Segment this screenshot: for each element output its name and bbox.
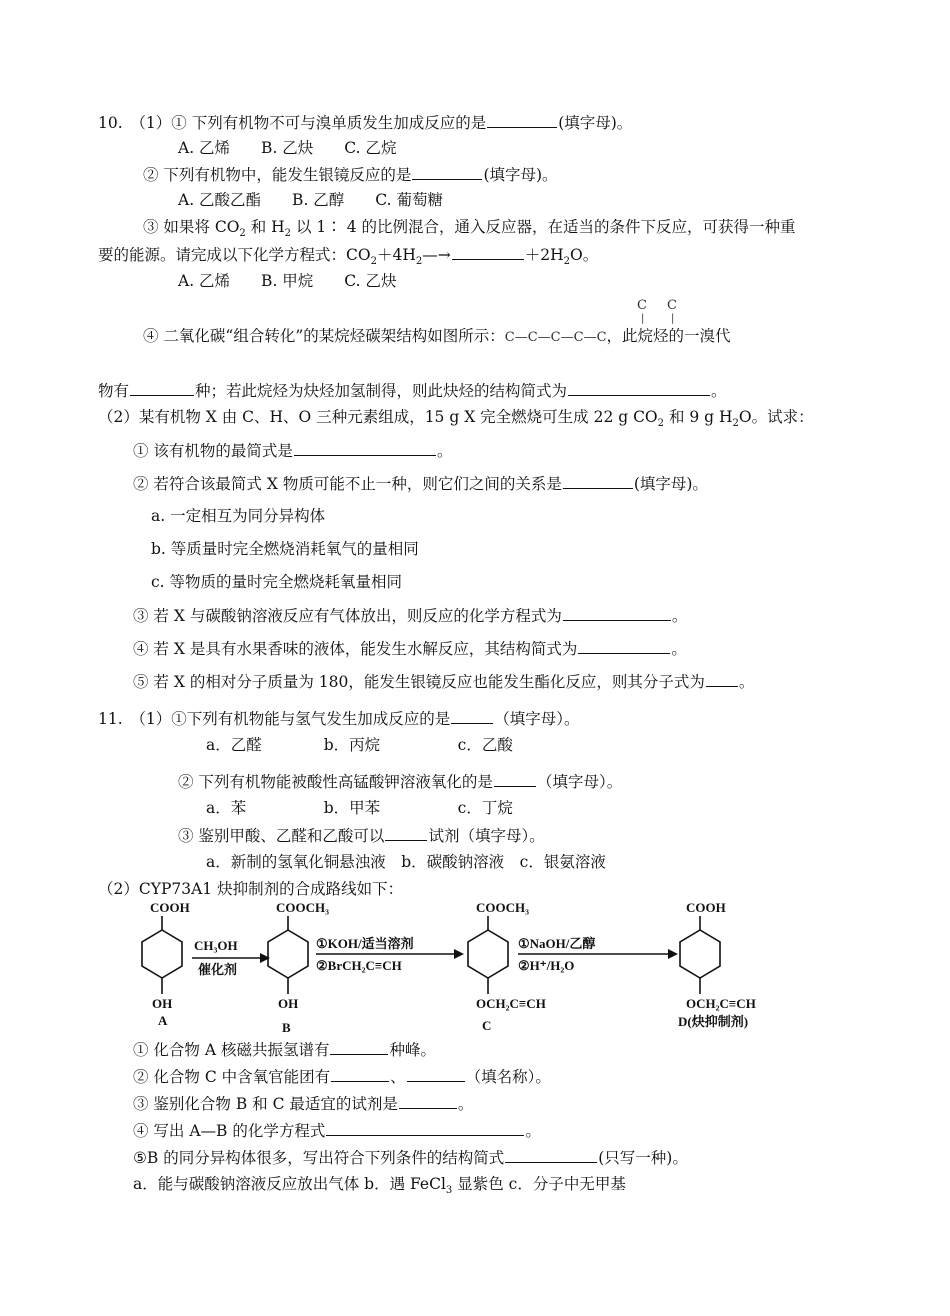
text: （2）某有机物 X 由 C、H、O 三种元素组成，15 g X 完全燃烧可生成 22 g CO bbox=[98, 408, 658, 426]
text: ② 若符合该最简式 X 物质可能不止一种，则它们之间的关系是 bbox=[133, 475, 562, 493]
reagent-3-bottom: ②H⁺/H₂O bbox=[518, 958, 575, 973]
text: ＋4H bbox=[376, 246, 416, 264]
text: O。 bbox=[569, 246, 599, 264]
subscript: 2 bbox=[657, 418, 665, 430]
q10-part2-item2-option-b: b. 等质量时完全燃烧消耗氧气的量相同 bbox=[151, 540, 419, 558]
answer-blank[interactable] bbox=[487, 112, 557, 128]
q11-part1-item2-options: a．苯 b．甲苯 c．丁烷 bbox=[206, 799, 513, 817]
q10-part2-item5 bbox=[133, 671, 754, 692]
text: ② 下列有机物能被酸性高锰酸钾溶液氧化的是 bbox=[178, 773, 493, 791]
q10-part1-item3-line2 bbox=[98, 244, 598, 272]
q10-part1-item2 bbox=[143, 164, 558, 185]
answer-blank[interactable] bbox=[385, 825, 427, 841]
text: ③ 如果将 CO bbox=[143, 218, 240, 236]
answer-blank[interactable] bbox=[568, 380, 710, 396]
q11-part1-item1-options: a．乙醛 b．丙烷 c．乙酸 bbox=[206, 736, 513, 754]
question-text: 10. （1）① 下列有机物不可与溴单质发生加成反应的是 bbox=[98, 114, 487, 132]
branch-bond-2: | bbox=[671, 313, 675, 324]
reagent-1-top: CH₃OH bbox=[194, 938, 238, 953]
answer-blank[interactable] bbox=[563, 473, 633, 489]
text: ① 该有机物的最简式是 bbox=[133, 442, 293, 460]
text: （填名称）。 bbox=[465, 1068, 551, 1086]
D-bottom-group: OCH₂C≡CH bbox=[686, 996, 756, 1011]
answer-blank[interactable] bbox=[399, 1093, 457, 1109]
q11-part2-item2 bbox=[133, 1066, 551, 1087]
D-label: D(炔抑制剂) bbox=[678, 1014, 749, 1029]
question-text-tail: (填字母)。 bbox=[558, 114, 633, 132]
text: 试剂（填字母）。 bbox=[428, 827, 545, 845]
text: 。 bbox=[457, 1095, 474, 1113]
text: 种；若此烷烃为炔烃加氢制得，则此炔烃的结构简式为 bbox=[195, 382, 568, 400]
q10-part1-item1-options: A. 乙烯 B. 乙炔 C. 乙烷 bbox=[178, 139, 397, 157]
text: 。 bbox=[671, 640, 687, 658]
answer-blank[interactable] bbox=[706, 671, 738, 687]
text: 要的能源。请完成以下化学方程式：CO bbox=[98, 246, 371, 264]
q11-part2-item5 bbox=[133, 1147, 688, 1168]
text: 。 bbox=[671, 607, 688, 625]
C-top-group: COOCH₃ bbox=[476, 900, 530, 915]
text: 种峰。 bbox=[389, 1041, 436, 1059]
q11-part1-item3-options: a．新制的氢氧化铜悬浊液 b．碳酸钠溶液 c．银氨溶液 bbox=[206, 853, 606, 871]
C-bottom-group: OCH₂C≡CH bbox=[476, 996, 546, 1011]
answer-blank[interactable] bbox=[505, 1147, 597, 1163]
text: ④ 二氧化碳“组合转化”的某烷烃碳架结构如图所示： bbox=[143, 327, 505, 345]
D-top-group: COOH bbox=[686, 900, 726, 915]
text: 。 bbox=[738, 673, 755, 691]
subscript: 2 bbox=[370, 256, 377, 268]
B-label: B bbox=[282, 1020, 291, 1035]
benzene-ring-B bbox=[268, 930, 308, 978]
branch-bond-1: | bbox=[641, 313, 645, 324]
q11-part2-intro: （2）CYP73A1 炔抑制剂的合成路线如下： bbox=[98, 880, 404, 898]
reagent-1-bottom: 催化剂 bbox=[198, 962, 238, 977]
q10-part1-item4-line2 bbox=[98, 380, 727, 401]
A-top-group: COOH bbox=[150, 900, 190, 915]
q10-part2-item3 bbox=[133, 605, 687, 626]
answer-blank[interactable] bbox=[412, 164, 482, 180]
q11-part1-item3 bbox=[178, 825, 545, 846]
arrow: —→ bbox=[422, 246, 451, 264]
text: ③ 鉴别甲酸、乙醛和乙酸可以 bbox=[178, 827, 385, 845]
subscript: 3 bbox=[445, 1185, 453, 1197]
q11-part1-item1 bbox=[98, 708, 580, 729]
synthesis-scheme bbox=[120, 898, 800, 1038]
B-bottom-group: OH bbox=[278, 996, 299, 1011]
q10-part2-item2 bbox=[133, 473, 708, 494]
text: (填字母)。 bbox=[633, 475, 708, 493]
answer-blank[interactable] bbox=[452, 244, 524, 260]
reagent-3-top: ①NaOH/乙醇 bbox=[518, 936, 596, 951]
text: 以 1∶ 4 的比例混合，通入反应器，在适当的条件下反应，可获得一种重 bbox=[291, 218, 796, 236]
q10-part2-item1 bbox=[133, 440, 452, 461]
subscript: 2 bbox=[732, 418, 739, 430]
text: 、 bbox=[390, 1068, 406, 1086]
text: ⑤ 若 X 的相对分子质量为 180，能发生银镜反应也能发生酯化反应，则其分子式为 bbox=[133, 673, 705, 691]
answer-blank[interactable] bbox=[294, 440, 436, 456]
question-text-tail: (填字母)。 bbox=[483, 166, 558, 184]
C-label: C bbox=[482, 1018, 492, 1033]
text: (只写一种)。 bbox=[598, 1149, 688, 1167]
subscript: 2 bbox=[239, 228, 246, 240]
answer-blank[interactable] bbox=[326, 1120, 524, 1136]
reagent-2-bottom: ②BrCH₂C≡CH bbox=[316, 958, 402, 973]
text: ＋2H bbox=[524, 246, 564, 264]
reagent-2-top: ①KOH/适当溶剂 bbox=[316, 936, 414, 951]
text: 。 bbox=[436, 442, 453, 460]
answer-blank[interactable] bbox=[494, 771, 536, 787]
answer-blank[interactable] bbox=[130, 380, 194, 396]
text: O。试求： bbox=[738, 408, 814, 426]
q10-part2-item2-option-a: a. 一定相互为同分异构体 bbox=[151, 507, 326, 525]
benzene-ring-C bbox=[468, 930, 508, 978]
text: 。 bbox=[711, 382, 727, 400]
text: （填字母）。 bbox=[494, 710, 580, 728]
benzene-ring-A bbox=[142, 930, 182, 978]
text: （填字母）。 bbox=[536, 773, 623, 791]
q10-part1-item3-options: A. 乙烯 B. 甲烷 C. 乙炔 bbox=[178, 272, 397, 290]
q10-part1-item4-line1 bbox=[143, 326, 731, 348]
text: 显紫色 c．分子中无甲基 bbox=[452, 1175, 626, 1193]
q11-part2-item1 bbox=[133, 1039, 436, 1060]
text: ③ 鉴别化合物 B 和 C 最适宜的试剂是 bbox=[133, 1095, 398, 1113]
q10-part1-item2-options: A. 乙酸乙酯 B. 乙醇 C. 葡萄糖 bbox=[178, 191, 443, 209]
subscript: 2 bbox=[284, 228, 292, 240]
carbon-branch-1: C bbox=[637, 298, 647, 313]
q10-part2-item2-option-c: c. 等物质的量时完全燃烧耗氧量相同 bbox=[151, 573, 403, 591]
answer-blank[interactable] bbox=[451, 708, 493, 724]
A-bottom-group: OH bbox=[152, 996, 173, 1011]
benzene-ring-D bbox=[680, 930, 720, 978]
text: ④ 若 X 是具有水果香味的液体，能发生水解反应，其结构简式为 bbox=[133, 640, 578, 658]
carbon-chain: C—C—C—C—C bbox=[504, 330, 607, 345]
answer-blank[interactable] bbox=[578, 638, 670, 654]
text: 和 H bbox=[245, 218, 285, 236]
q11-part2-item5-conditions bbox=[133, 1174, 626, 1201]
q10-part2-item4 bbox=[133, 638, 687, 659]
question-text: ② 下列有机物中，能发生银镜反应的是 bbox=[143, 166, 412, 184]
text: ⑤B 的同分异构体很多，写出符合下列条件的结构简式 bbox=[133, 1149, 505, 1167]
B-top-group: COOCH₃ bbox=[276, 900, 330, 915]
text: ，此烷烃的一溴代 bbox=[606, 327, 731, 345]
q11-part2-item4 bbox=[133, 1120, 541, 1141]
text: 11. （1）①下列有机物能与氢气发生加成反应的是 bbox=[98, 710, 451, 728]
answer-blank[interactable] bbox=[407, 1066, 465, 1082]
q10-part2-intro bbox=[98, 407, 814, 434]
answer-blank[interactable] bbox=[563, 605, 671, 621]
answer-blank[interactable] bbox=[331, 1066, 389, 1082]
q10-part1-item1 bbox=[98, 112, 632, 133]
text: 物有 bbox=[98, 382, 130, 400]
carbon-branch-2: C bbox=[667, 298, 677, 313]
A-label: A bbox=[158, 1013, 168, 1028]
text: ③ 若 X 与碳酸钠溶液反应有气体放出，则反应的化学方程式为 bbox=[133, 607, 562, 625]
text: ① 化合物 A 核磁共振氢谱有 bbox=[133, 1041, 330, 1059]
text: a．能与碳酸钠溶液反应放出气体 b．遇 FeCl bbox=[133, 1175, 446, 1193]
q11-part1-item2 bbox=[178, 771, 622, 792]
text: ④ 写出 A—B 的化学方程式 bbox=[133, 1122, 326, 1140]
q10-part1-item3-line1 bbox=[143, 217, 795, 244]
q11-part2-item3 bbox=[133, 1093, 473, 1114]
answer-blank[interactable] bbox=[330, 1039, 388, 1055]
text: 。 bbox=[525, 1122, 541, 1140]
text: ② 化合物 C 中含氧官能团有 bbox=[133, 1068, 331, 1086]
text: 和 9 g H bbox=[664, 408, 733, 426]
subscript: 2 bbox=[415, 256, 423, 268]
subscript: 2 bbox=[563, 256, 570, 268]
